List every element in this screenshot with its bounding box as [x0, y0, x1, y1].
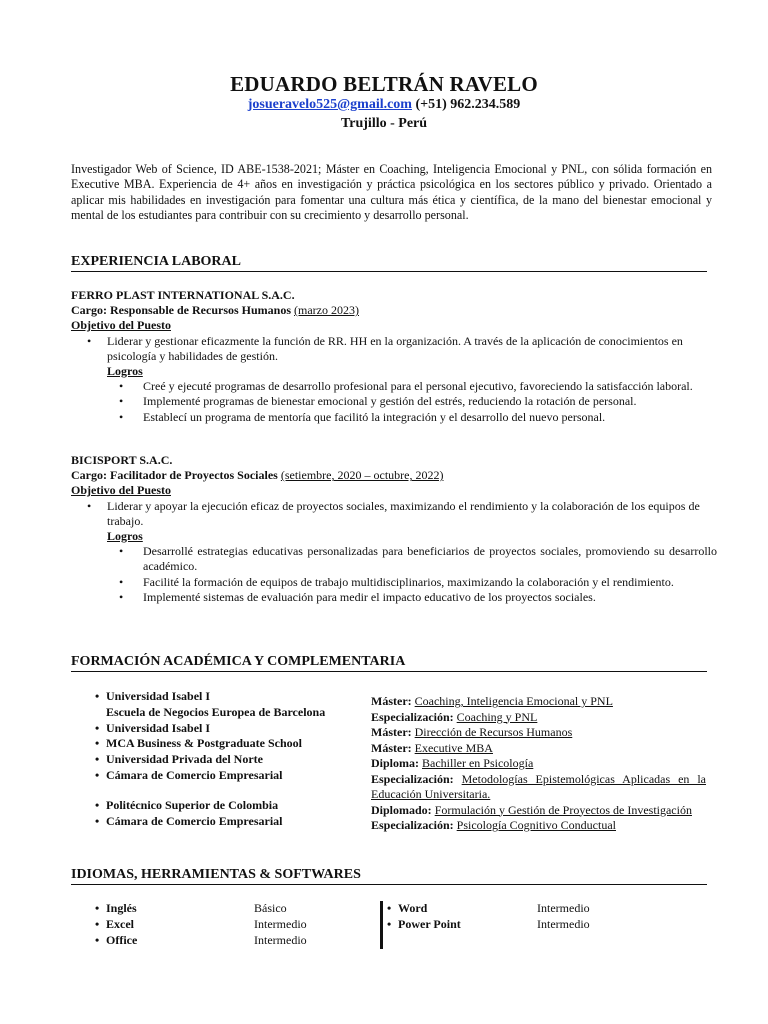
- section-title-skills: IDIOMAS, HERRAMIENTAS & SOFTWARES: [71, 867, 707, 885]
- degree-name: Dirección de Recursos Humanos: [414, 725, 573, 739]
- skill-level: Básico: [254, 901, 287, 915]
- skill-name: • Word: [387, 901, 427, 917]
- objective-text: • Liderar y gestionar eficazmente la función de RR. HH en la organización. A través de la aplicación de conocimientos en psicología y habilidades de gestión.: [107, 333, 683, 363]
- education-degrees: [371, 694, 706, 834]
- degree-item: [371, 725, 706, 741]
- achievements-label: Logros: [107, 529, 143, 544]
- degree-item: [371, 756, 706, 772]
- institution-item: • Politécnico Superior de Colombia: [95, 798, 365, 814]
- objective-label: Objetivo del Puesto: [71, 483, 171, 498]
- objective-item: [71, 499, 717, 605]
- skill-level: Intermedio: [537, 901, 590, 915]
- degree-item: [371, 818, 706, 834]
- job-company: BICISPORT S.A.C.: [71, 453, 173, 467]
- institution-item: • Universidad Isabel I: [95, 689, 365, 705]
- institution-item: • Cámara de Comercio Empresarial: [95, 768, 365, 784]
- achievement-item: • Creé y ejecuté programas de desarrollo profesional para el personal ejecutivo, favoreciendo la satisfacción laboral.: [107, 379, 717, 394]
- job-role: Cargo: Responsable de Recursos Humanos: [71, 303, 292, 318]
- skills-right: [387, 901, 687, 933]
- achievement-item: • Implementé sistemas de evaluación para medir el impacto educativo de los proyectos sociales.: [107, 590, 717, 605]
- degree-item: [371, 694, 706, 710]
- degree-name: Bachiller en Psicología: [422, 756, 534, 770]
- job-period: (setiembre, 2020 – octubre, 2022): [280, 468, 444, 483]
- degree-type: Especialización:: [371, 818, 454, 832]
- degree-item: [371, 741, 706, 757]
- objective-label: Objetivo del Puesto: [71, 318, 171, 333]
- achievement-item: • Establecí un programa de mentoría que facilitó la integración y el desarrollo del nuevo personal.: [107, 410, 717, 425]
- achievements-list: [107, 379, 717, 425]
- skills-divider: [380, 901, 383, 949]
- phone-number: (+51) 962.234.589: [415, 97, 521, 112]
- institution-item: Escuela de Negocios Europea de Barcelona: [106, 704, 326, 719]
- skill-row: [95, 917, 375, 933]
- achievements-list: [107, 544, 717, 605]
- degree-item: [371, 803, 706, 819]
- profile-summary: Investigador Web of Science, ID ABE-1538-2021; Máster en Coaching, Inteligencia Emocional y PNL, con sólida formación en Executive MBA. Experiencia de 4+ años en investigación y práctica psicológica en los sectores público y privado. Orientado a aplicar mis habilidades en investigación para fomentar una cultura más ética y científica, de la mano del bienestar emocional y mental de los estudiantes para contribuir con su crecimiento y desarrollo personal.: [71, 162, 712, 222]
- skill-name: • Power Point: [387, 917, 461, 933]
- objective-text: • Liderar y apoyar la ejecución eficaz de proyectos sociales, maximizando el rendimiento y la colaboración de los equipos de trabajo.: [107, 498, 700, 528]
- achievement-item: • Implementé programas de bienestar emocional y gestión del estrés, reduciendo la rotación de personal.: [107, 394, 717, 409]
- objective-list: [71, 334, 717, 425]
- achievement-item: • Facilité la formación de equipos de trabajo multidisciplinarios, maximizando la colaboración y el rendimiento.: [107, 575, 717, 590]
- degree-name: Coaching, Inteligencia Emocional y PNL: [414, 694, 613, 708]
- candidate-name: EDUARDO BELTRÁN RAVELO: [230, 72, 538, 96]
- skill-name: • Office: [95, 933, 137, 949]
- section-title-experience: EXPERIENCIA LABORAL: [71, 254, 707, 272]
- institution-item: • Universidad Isabel I: [95, 721, 365, 737]
- job-role: Cargo: Facilitador de Proyectos Sociales: [71, 468, 278, 483]
- degree-type: Máster:: [371, 725, 412, 739]
- achievement-item: • Desarrollé estrategias educativas personalizadas para beneficiarios de proyectos sociales, promoviendo su desarrollo académico.: [107, 544, 717, 574]
- location: Trujillo - Perú: [340, 116, 428, 131]
- skill-name: • Excel: [95, 917, 134, 933]
- email-link[interactable]: josueravelo525@gmail.com: [247, 97, 412, 112]
- degree-name: Psicología Cognitivo Conductual: [456, 818, 616, 832]
- degree-name: Metodologías Epistemológicas Aplicadas en la Educación Universitaria.: [371, 771, 707, 801]
- skill-row: [95, 901, 375, 917]
- job-role-line: [71, 468, 717, 483]
- degree-type: Diplomado:: [371, 802, 432, 817]
- achievements-label: Logros: [107, 364, 143, 379]
- institution-item: • Universidad Privada del Norte: [95, 752, 365, 768]
- degree-type: Máster:: [371, 740, 412, 755]
- degree-name: Formulación y Gestión de Proyectos de Investigación: [434, 802, 692, 817]
- skills-left: [95, 901, 375, 948]
- job-company: FERRO PLAST INTERNATIONAL S.A.C.: [71, 288, 295, 302]
- skill-level: Intermedio: [254, 916, 307, 931]
- objective-list: [71, 499, 717, 605]
- skill-row: [387, 917, 687, 933]
- degree-name: Executive MBA: [414, 740, 493, 755]
- degree-type: Especialización:: [371, 709, 454, 724]
- degree-item: [371, 710, 706, 726]
- skill-name: • Inglés: [95, 901, 137, 917]
- skill-level: Intermedio: [254, 932, 307, 947]
- degree-type: Máster:: [371, 694, 412, 708]
- job-entry: [71, 288, 717, 425]
- skill-row: [387, 901, 687, 917]
- job-period: (marzo 2023): [294, 303, 359, 318]
- degree-item: [371, 772, 706, 803]
- institution-item: • MCA Business & Postgraduate School: [95, 736, 365, 752]
- degree-type: Especialización:: [371, 771, 454, 786]
- education-institutions: [95, 689, 365, 829]
- degree-name: Coaching y PNL: [456, 709, 538, 724]
- contact-line: [0, 97, 768, 113]
- skill-row: [95, 933, 375, 949]
- degree-type: Diploma:: [371, 756, 419, 770]
- skill-level: Intermedio: [537, 916, 590, 931]
- section-title-education: FORMACIÓN ACADÉMICA Y COMPLEMENTARIA: [71, 654, 707, 672]
- objective-item: [71, 334, 717, 425]
- job-entry: [71, 453, 717, 605]
- job-role-line: [71, 303, 717, 318]
- institution-item: • Cámara de Comercio Empresarial: [95, 814, 365, 830]
